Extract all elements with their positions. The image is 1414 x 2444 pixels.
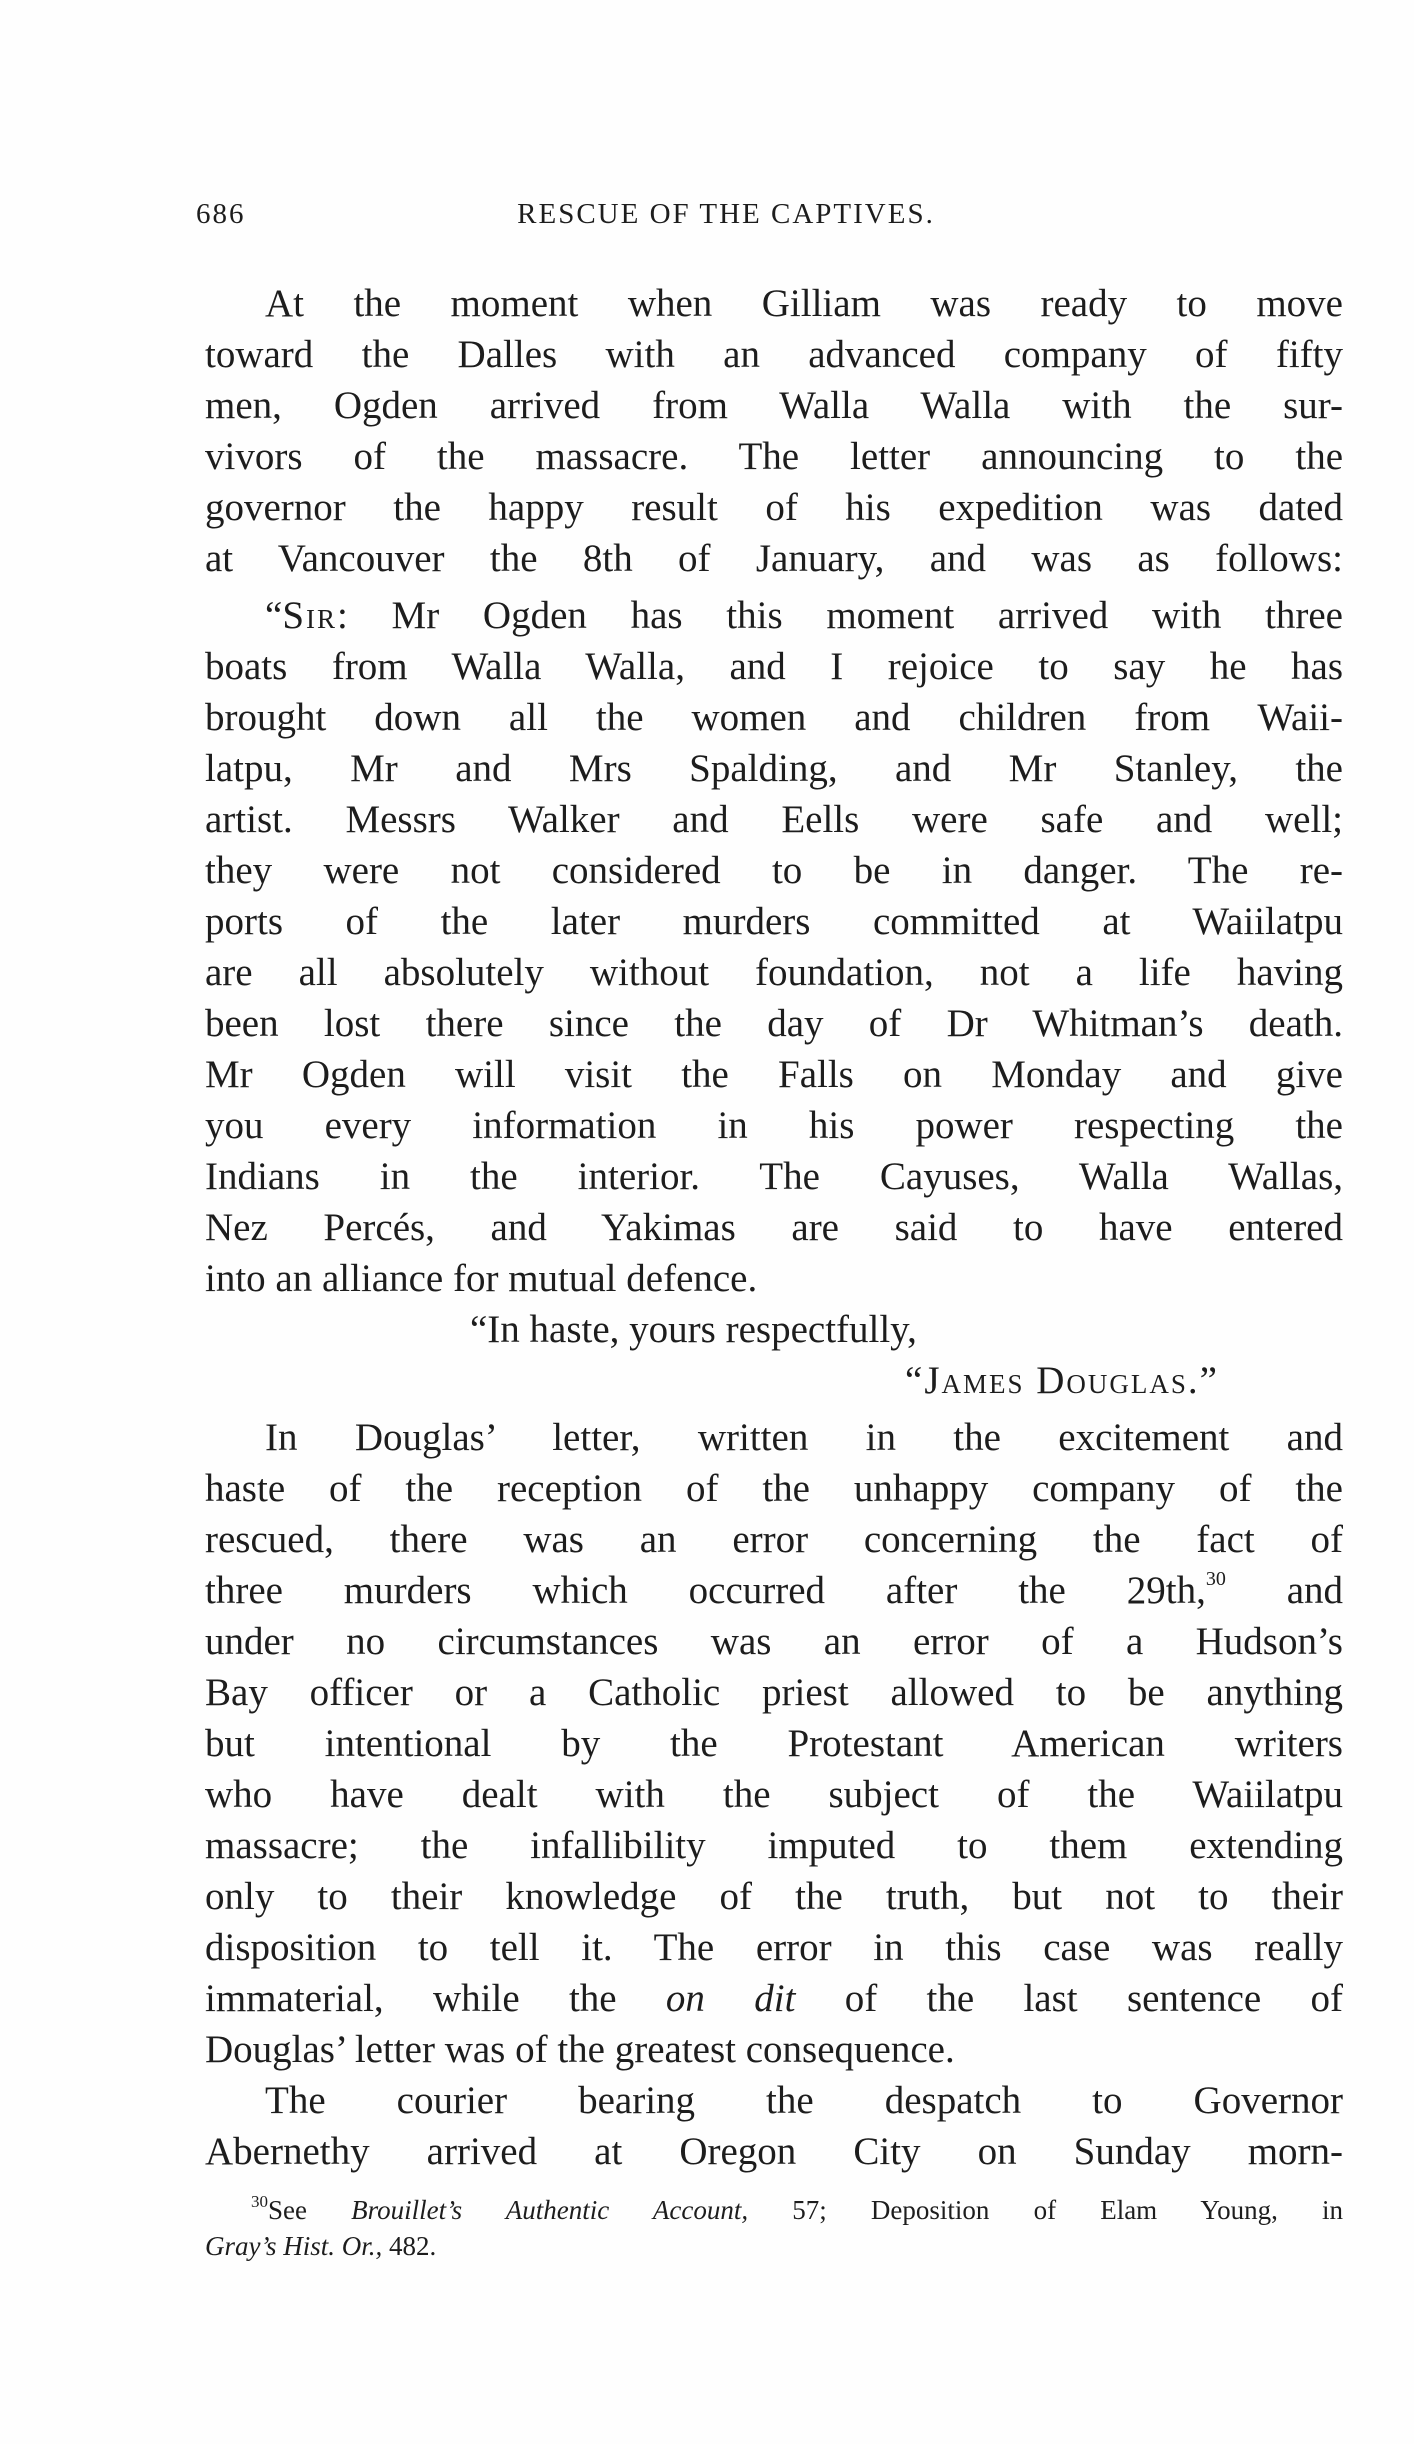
text-line: The courier bearing the despatch to Governor [265, 2079, 1343, 2122]
open-quote: “ [905, 1359, 925, 1402]
italic-phrase: on dit [665, 1977, 796, 2020]
page-number: 686 [196, 198, 246, 230]
text-segment: three murders which occurred after the 29th, [205, 1569, 1206, 1612]
footnote [205, 2192, 1343, 2264]
letter-text: : Mr Ogden has this moment arrived with three [337, 594, 1343, 637]
text-line: toward the Dalles with an advanced company of fifty [205, 333, 1343, 376]
letter-line [205, 590, 1343, 641]
footnote-line [205, 2228, 1343, 2264]
footnote-text: 482. [382, 2231, 437, 2261]
footnote-text: 57; Deposition of Elam Young, in [748, 2195, 1344, 2225]
letter-line: ports of the later murders committed at Waiilatpu [205, 900, 1343, 943]
text-line [205, 1973, 1343, 2024]
text-line: only to their knowledge of the truth, but not to their [205, 1875, 1343, 1918]
text-line: who have dealt with the subject of the Waiilatpu [205, 1773, 1343, 1816]
open-quote: “ [265, 594, 283, 637]
salutation: Sir [282, 594, 338, 637]
running-head [196, 198, 1356, 238]
letter-line: boats from Walla Walla, and I rejoice to say he has [205, 645, 1343, 688]
letter-line: been lost there since the day of Dr Whitman’s death. [205, 1002, 1343, 1045]
letter-line: are all absolutely without foundation, not a life having [205, 951, 1343, 994]
body-text [205, 278, 1343, 2177]
text-line: Douglas’ letter was of the greatest consequence. [205, 2028, 955, 2071]
text-line: In Douglas’ letter, written in the excitement and [265, 1416, 1343, 1459]
text-line: men, Ogden arrived from Walla Walla with the sur- [205, 384, 1343, 427]
text-line: under no circumstances was an error of a Hudson’s [205, 1620, 1343, 1663]
letter-line: latpu, Mr and Mrs Spalding, and Mr Stanley, the [205, 747, 1343, 790]
letter-line: brought down all the women and children from Waii- [205, 696, 1343, 739]
signature-name: James Douglas [924, 1359, 1188, 1402]
running-title: RESCUE OF THE CAPTIVES. [517, 198, 935, 230]
text-line: at Vancouver the 8th of January, and was as follows: [205, 537, 1343, 580]
text-segment: and [1225, 1569, 1344, 1612]
text-line: but intentional by the Protestant American writers [205, 1722, 1343, 1765]
text-line: vivors of the massacre. The letter announcing to the [205, 435, 1343, 478]
footnote-marker: 30 [251, 2192, 268, 2211]
close-quote: .” [1187, 1359, 1219, 1402]
letter-line: into an alliance for mutual defence. [205, 1257, 758, 1300]
letter-line: artist. Messrs Walker and Eells were safe and well; [205, 798, 1343, 841]
footnote-citation: Brouillet’s Authentic Account, [351, 2195, 749, 2225]
text-line: haste of the reception of the unhappy company of the [205, 1467, 1343, 1510]
text-line: Abernethy arrived at Oregon City on Sunday morn- [205, 2130, 1343, 2173]
text-line: massacre; the infallibility imputed to them extending [205, 1824, 1343, 1867]
letter-closing: “In haste, yours respectfully, [470, 1308, 917, 1351]
text-line: Bay officer or a Catholic priest allowed to be anything [205, 1671, 1343, 1714]
footnote-text: See [268, 2195, 352, 2225]
letter-line: you every information in his power respecting the [205, 1104, 1343, 1147]
footnote-reference: 30 [1205, 1568, 1226, 1590]
text-line [205, 1565, 1343, 1616]
letter-line: Indians in the interior. The Cayuses, Walla Wallas, [205, 1155, 1343, 1198]
footnote-line [205, 2192, 1343, 2228]
letter-line: they were not considered to be in danger. The re- [205, 849, 1343, 892]
footnote-citation: Gray’s Hist. Or., [205, 2231, 383, 2261]
text-line: At the moment when Gilliam was ready to move [265, 282, 1343, 325]
text-line: rescued, there was an error concerning the fact of [205, 1518, 1343, 1561]
text-segment: of the last sentence of [795, 1977, 1343, 2020]
text-line: disposition to tell it. The error in this case was really [205, 1926, 1343, 1969]
letter-line: Mr Ogden will visit the Falls on Monday and give [205, 1053, 1343, 1096]
text-segment: immaterial, while the [205, 1977, 666, 2020]
letter-signature [205, 1355, 1343, 1406]
letter-line: Nez Percés, and Yakimas are said to have entered [205, 1206, 1343, 1249]
text-line: governor the happy result of his expedition was dated [205, 486, 1343, 529]
